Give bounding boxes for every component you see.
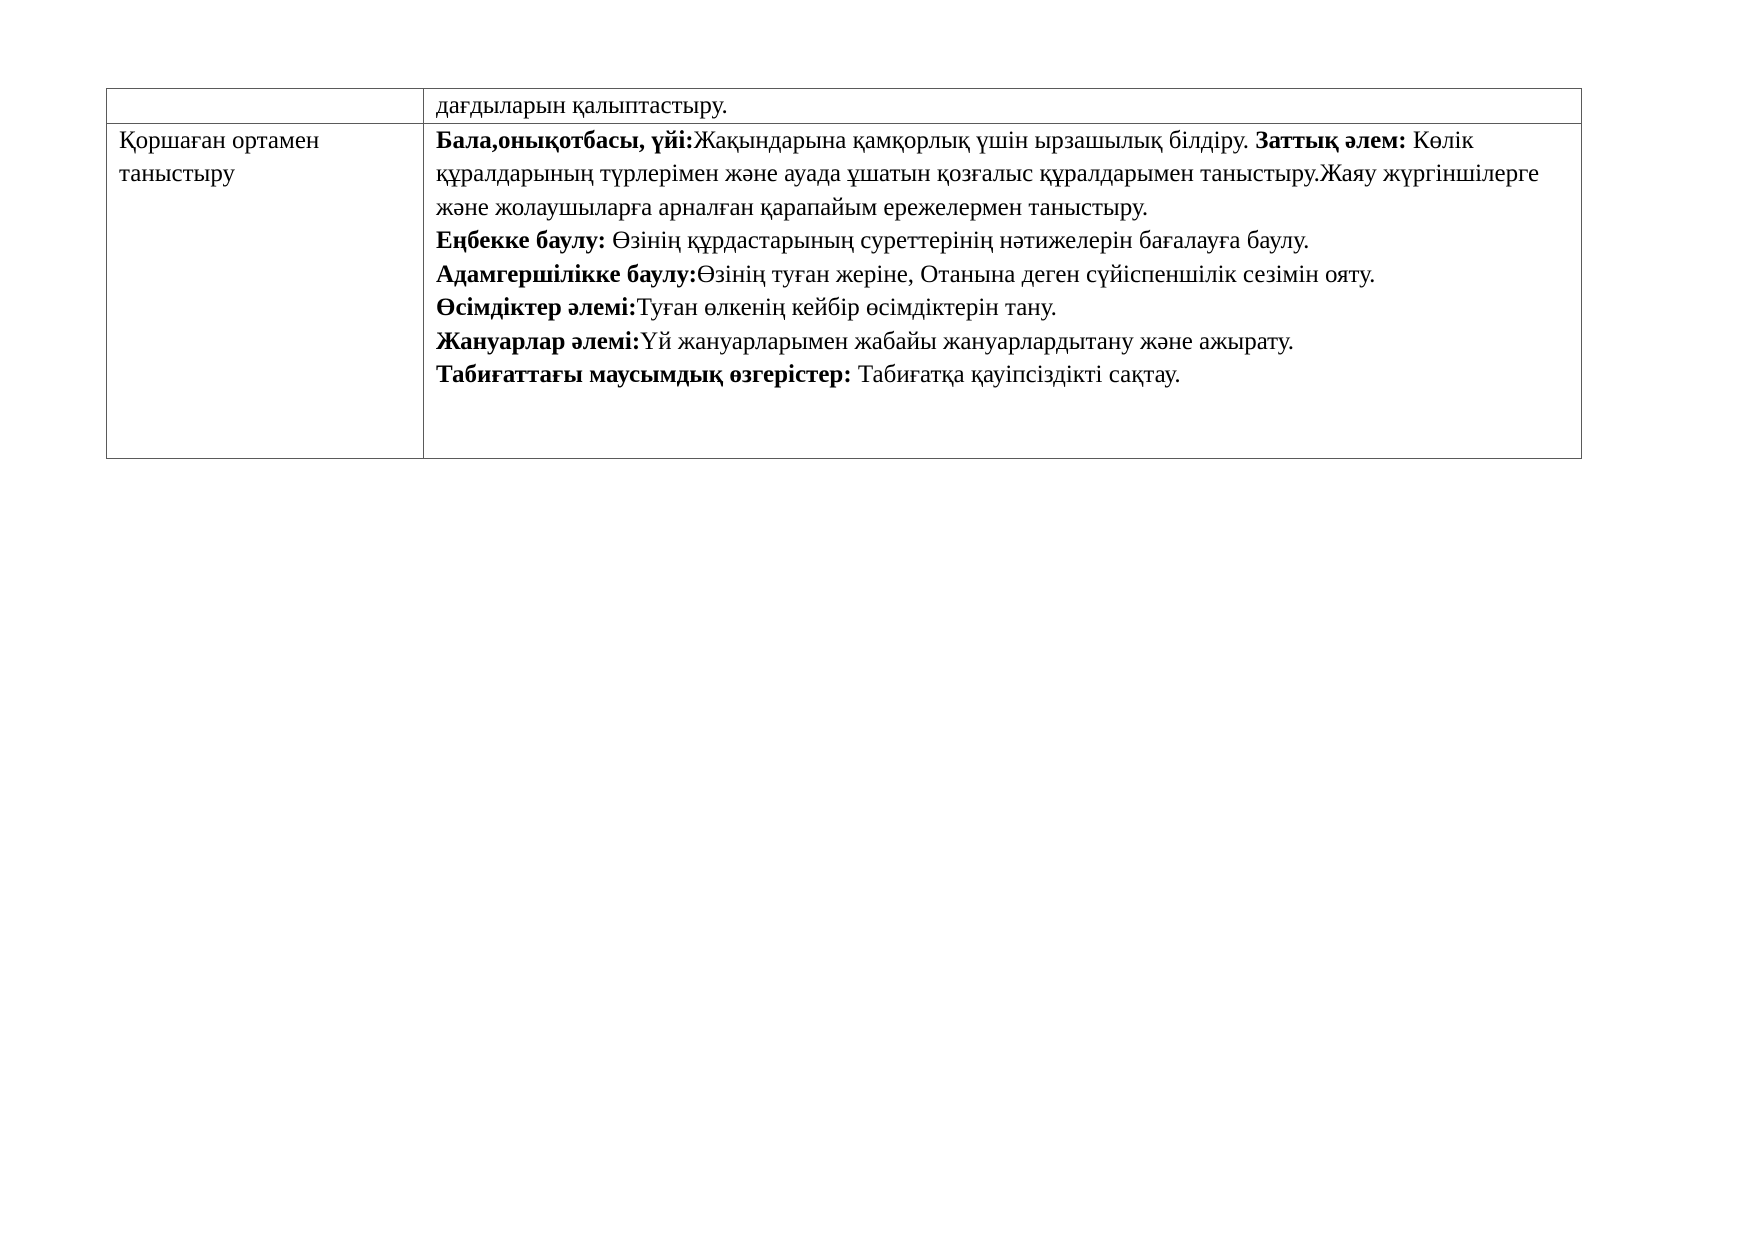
paragraph-seasons	[436, 358, 1569, 392]
section-text: Өзінің туған жеріне, Отанына деген сүйіспеншілік сезімін ояту.	[696, 260, 1376, 288]
subject-cell: Қоршаған ортамен таныстыру	[107, 123, 424, 458]
content-cell: дағдыларын қалыптастыру.	[424, 89, 1582, 124]
table-row-environment	[107, 123, 1582, 458]
paragraph-family-objects	[436, 124, 1569, 225]
section-label: Жануарлар әлемі:	[436, 327, 641, 355]
curriculum-table	[106, 88, 1582, 459]
subject-cell	[107, 89, 424, 124]
section-text: Табиғатқа қауіпсіздікті сақтау.	[851, 361, 1181, 388]
paragraph-animals	[436, 325, 1569, 359]
section-label: Еңбекке баулу:	[436, 227, 607, 254]
section-text: Жақындарына қамқорлық үшін ырзашылық білдіру.	[693, 126, 1256, 154]
section-label: Өсімдіктер әлемі:	[436, 294, 637, 321]
table-row-continuation	[107, 89, 1582, 124]
paragraph-morality	[436, 258, 1569, 292]
paragraph-labor	[436, 224, 1569, 258]
section-text: Өзінің құрдастарының суреттерінің нәтижелерін бағалауға баулу.	[606, 227, 1310, 254]
paragraph-plants	[436, 291, 1569, 325]
section-text: Көлік құралдарының түрлерімен және ауада ұшатын қозғалыс құралдарымен таныстыру.Жаяу жүргіншілерге және жолаушыларға арналған қарапайым ережелермен таныстыру.	[436, 126, 1540, 221]
section-label: Адамгершілікке баулу:	[436, 260, 697, 288]
section-label: Табиғаттағы маусымдық өзгерістер:	[436, 361, 852, 388]
section-text: Үй жануарларымен жабайы жануарлардытану және ажырату.	[640, 327, 1295, 355]
section-label: Бала,онықотбасы, үйі:	[436, 126, 694, 154]
content-cell	[424, 123, 1582, 458]
section-label: Заттық әлем:	[1255, 126, 1407, 154]
section-text: Туған өлкенің кейбір өсімдіктерін тану.	[636, 294, 1057, 321]
